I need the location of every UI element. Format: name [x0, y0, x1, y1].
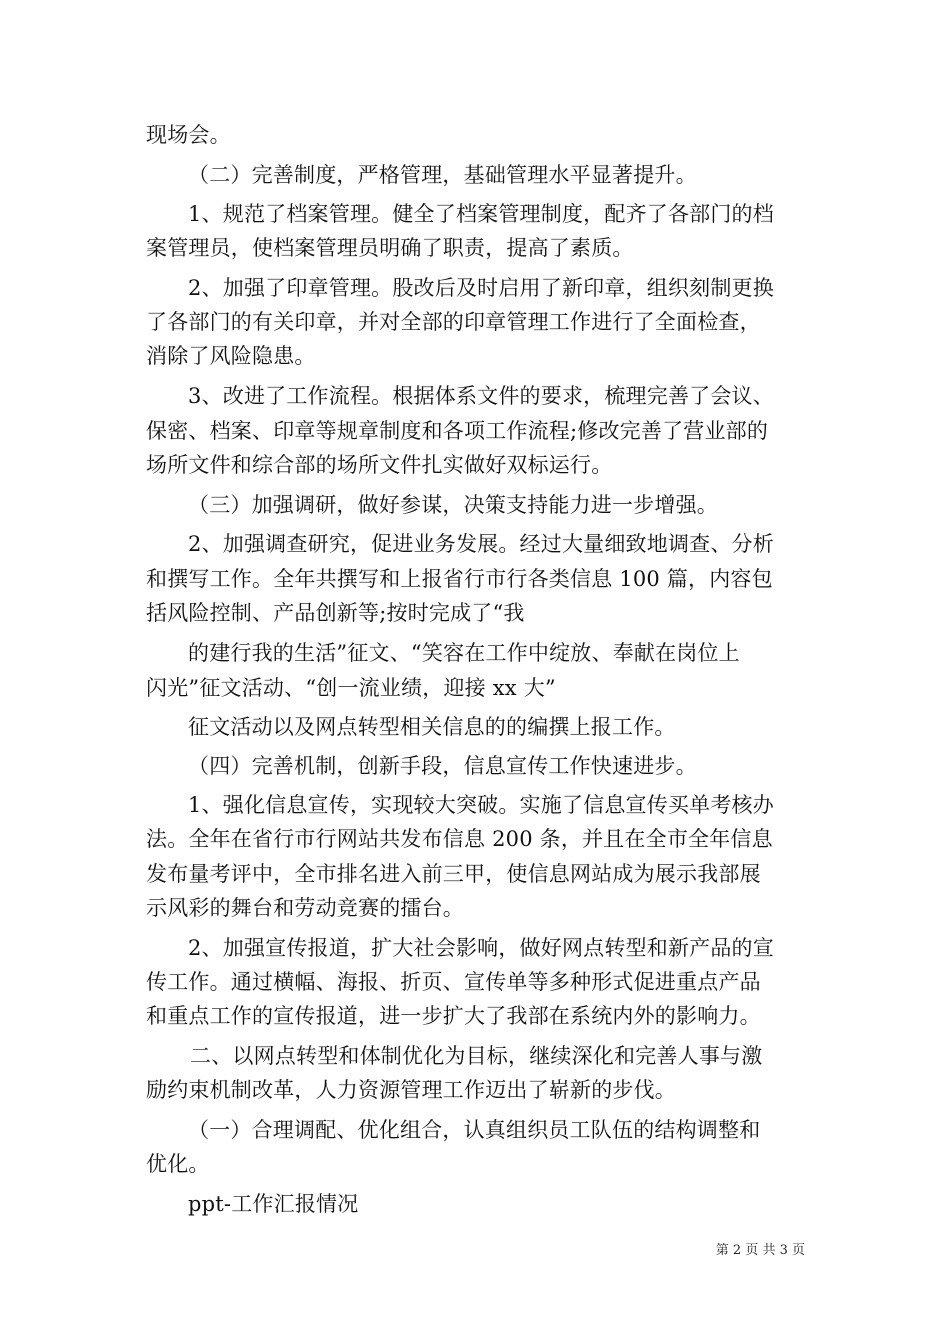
text-line: 发布量考评中，全市排名进入前三甲，使信息网站成为展示我部展 [146, 862, 761, 886]
text-line: 2、加强了印章管理。股改后及时启用了新印章，组织刻制更换 [188, 276, 774, 300]
text-line: 优化。 [146, 1152, 210, 1176]
text-line: 3、改进了工作流程。根据体系文件的要求，梳理完善了会议、 [188, 384, 774, 408]
text-line: 括风险控制、产品创新等;按时完成了“我 [146, 601, 525, 625]
text-line: 2、加强宣传报道，扩大社会影响，做好网点转型和新产品的宣 [188, 936, 774, 960]
text-line: 和重点工作的宣传报道，进一步扩大了我部在系统内外的影响力。 [146, 1004, 761, 1028]
text-line: 2、加强调查研究，促进业务发展。经过大量细致地调查、分析 [188, 532, 774, 556]
page-number-footer: 第 2 页 共 3 页 [715, 1243, 805, 1258]
text-line: 征文活动以及网点转型相关信息的的编撰上报工作。 [188, 715, 676, 739]
text-line: 1、强化信息宣传，实现较大突破。实施了信息宣传买单考核办 [188, 793, 774, 817]
section-heading: （二）完善制度，严格管理，基础管理水平显著提升。 [188, 163, 697, 187]
text-line: 现场会。 [146, 123, 231, 147]
text-line: 场所文件和综合部的场所文件扎实做好双标运行。 [146, 453, 613, 477]
text-line: 案管理员，使档案管理员明确了职责，提高了素质。 [146, 236, 634, 260]
text-line: 1、规范了档案管理。健全了档案管理制度，配齐了各部门的档 [188, 202, 774, 226]
text-line: 了各部门的有关印章，并对全部的印章管理工作进行了全面检查， [146, 310, 761, 334]
section-heading: （三）加强调研，做好参谋，决策支持能力进一步增强。 [188, 493, 718, 517]
section-heading: （一）合理调配、优化组合，认真组织员工队伍的结构调整和 [188, 1118, 761, 1142]
text-line: ppt-工作汇报情况 [188, 1192, 359, 1216]
text-line: 消除了风险隐患。 [146, 344, 316, 368]
section-heading: （四）完善机制，创新手段，信息宣传工作快速进步。 [188, 754, 697, 778]
text-line: 法。全年在省行市行网站共发布信息 200 条，并且在全市全年信息 [146, 827, 773, 851]
text-line: 示风彩的舞台和劳动竞赛的擂台。 [146, 896, 464, 920]
text-line: 的建行我的生活”征文、“笑容在工作中绽放、奉献在岗位上 [188, 641, 740, 665]
text-line: 闪光”征文活动、“创一流业绩，迎接 xx 大” [146, 676, 556, 700]
text-line: 和撰写工作。全年共撰写和上报省行市行各类信息 100 篇，内容包 [146, 567, 773, 591]
text-line: 保密、档案、印章等规章制度和各项工作流程;修改完善了营业部的 [146, 419, 769, 443]
section-heading: 二、以网点转型和体制优化为目标，继续深化和完善人事与激 [190, 1044, 763, 1068]
text-line: 传工作。通过横幅、海报、折页、宣传单等多种形式促进重点产品 [146, 970, 761, 994]
text-line: 励约束机制改革，人力资源管理工作迈出了崭新的步伐。 [146, 1078, 676, 1102]
